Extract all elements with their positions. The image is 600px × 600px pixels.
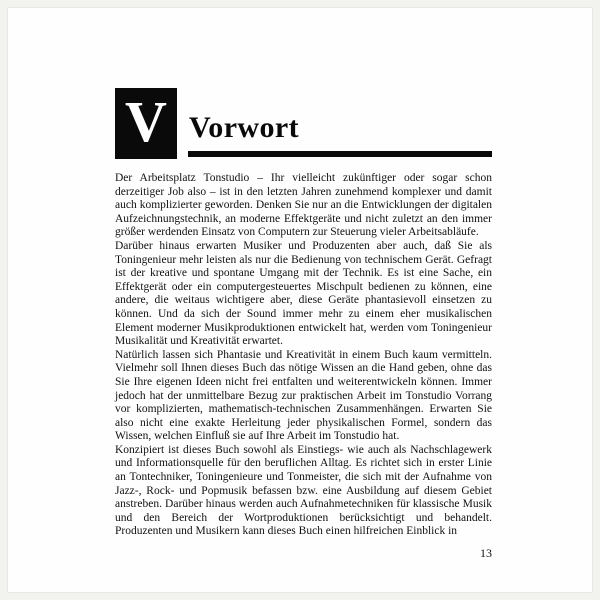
page-number: 13 [480,546,492,561]
title-divider [188,151,492,157]
title-block [188,113,492,159]
paragraph: Natürlich lassen sich Phantasie und Kreativität in einem Buch kaum vermitteln. Vielmehr soll Ihnen dieses Buch das nötige Wissen an die Hand geben, ohne das Sie Ihre eigenen Ideen nicht frei entfalten und weiterentwickeln können. Immer jedoch hat der unmittelbare Bezug zur praktischen Arbeit im Tonstudio Vorrang vor komplizierten, mathematisch-technischen Zusammenhängen. Erwarten Sie also nicht eine exakte Herleitung jeder physikalischen Formel, sondern das Wissen, welchen Einfluß sie auf Ihre Arbeit im Tonstudio hat. [115,348,492,443]
chapter-title: Vorwort [189,111,299,144]
body-text [115,172,492,539]
paragraph: Darüber hinaus erwarten Musiker und Produzenten aber auch, daß Sie als Toningenieur mehr leisten als nur die Bedienung von technischem Gerät. Gefragt ist der kreative und spontane Umgang mit der Technik. Es ist eine Sache, ein Effektgerät oder ein computergesteuertes Mischpult bedienen zu können, eine andere, die weitaus wichtigere aber, diese Geräte phantasievoll einsetzen zu können. Und da sich der Sound immer mehr zu einem eher musikalischen Element moderner Musikproduktionen entwickelt hat, werden vom Toningenieur Musikalität und Kreativität erwartet. [115,239,492,348]
paragraph: Der Arbeitsplatz Tonstudio – Ihr vielleicht zukünftiger oder sogar schon derzeitiger Job also – ist in den letzten Jahren zunehmend komplexer und damit auch komplizierter geworden. Denken Sie nur an die Entwicklungen der digitalen Aufzeichnungstechnik, an moderne Effektgeräte und nicht zuletzt an den immer größer werdenden Einsatz von Computern zur Steuerung vieler Arbeitsabläufe. [115,172,492,239]
book-page [7,7,593,593]
page-content [115,88,492,561]
chapter-initial-box: V [115,88,177,159]
chapter-header [115,88,492,159]
paragraph: Konzipiert ist dieses Buch sowohl als Einstiegs- wie auch als Nachschlagewerk und Informationsquelle für den beruflichen Alltag. Es richtet sich in erster Linie an Tontechniker, Toningenieure und Tonmeister, die sich mit der Aufnahme von Jazz-, Rock- und Popmusik befassen bzw. eine Ausbildung auf diesem Gebiet anstreben. Darüber hinaus werden auch Aufnahmetechniken für klassische Musik und den Bereich der Wortproduktionen berücksichtigt und behandelt. Produzenten und Musikern kann dieses Buch einen hilfreichen Einblick in [115,443,492,538]
